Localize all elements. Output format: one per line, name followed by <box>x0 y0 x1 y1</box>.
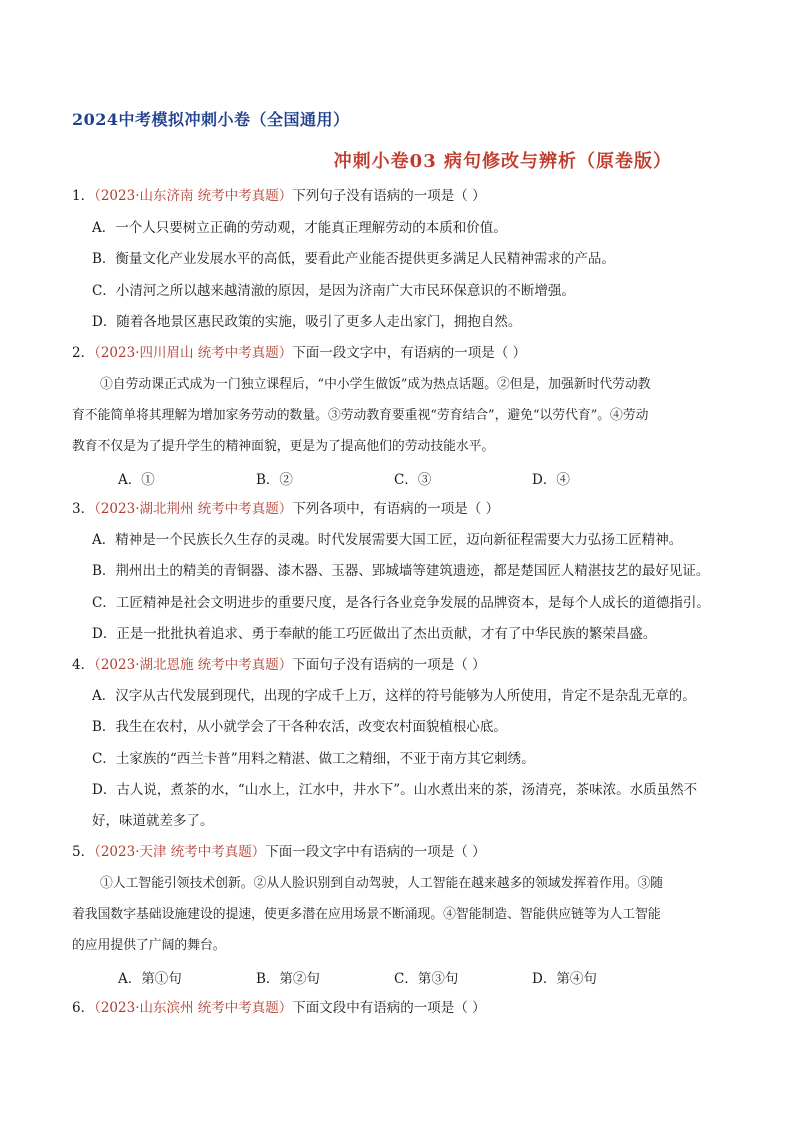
question-number: 5． <box>72 844 95 860</box>
question-number: 1． <box>72 188 95 204</box>
question-4 <box>72 656 486 674</box>
question-number: 4． <box>72 657 95 673</box>
paragraph-line: ①自劳动课正式成为一门独立课程后，“中小学生做饭”成为热点话题。②但是，加强新时代劳动教 <box>100 377 651 392</box>
question-6 <box>72 999 486 1017</box>
paragraph-line: 的应用提供了广阔的舞台。 <box>72 938 226 953</box>
choice-a: A．① <box>118 472 155 488</box>
option-a: A．精神是一个民族长久生存的灵魂。时代发展需要大国工匠，迈向新征程需要大力弘扬工匠精神。 <box>92 532 683 548</box>
question-number: 3． <box>72 501 95 517</box>
question-stem: 下列各项中，有语病的一项是（ ） <box>292 501 500 517</box>
paragraph-line: 教育不仅是为了提升学生的精神面貌，更是为了提高他们的劳动技能水平。 <box>72 439 495 454</box>
option-c: C．小清河之所以越来越清澈的原因，是因为济南广大市民环保意识的不断增强。 <box>92 283 575 299</box>
option-b: B．荆州出土的精美的青铜器、漆木器、玉器、郢城墙等建筑遗迹，都是楚国匠人精湛技艺的最好见证。 <box>92 563 710 579</box>
option-c: C．工匠精神是社会文明进步的重要尺度，是各行各业竞争发展的品牌资本，是每个人成长的道德指引。 <box>92 595 710 611</box>
question-3 <box>72 500 499 518</box>
choice-row <box>118 468 670 488</box>
question-stem: 下面一段文字中有语病的一项是（ ） <box>265 844 486 860</box>
question-source: （2023·湖北恩施 统考中考真题） <box>94 657 293 673</box>
choice-d: D．第④句 <box>532 971 597 987</box>
option-b: B．我生在农村，从小就学会了干各种农活，改变农村面貌植根心底。 <box>92 719 507 735</box>
question-stem: 下面一段文字中，有语病的一项是（ ） <box>292 345 527 361</box>
option-d: D．古人说，煮茶的水，“山水上，江水中，井水下”。山水煮出来的茶，汤清亮，茶味浓。水质虽然不 <box>92 782 698 798</box>
option-d: D．随着各地景区惠民政策的实施，吸引了更多人走出家门，拥抱自然。 <box>92 314 522 330</box>
option-a: A．汉字从古代发展到现代，出现的字成千上万，这样的符号能够为人所使用，肯定不是杂乱无章的。 <box>92 688 696 704</box>
question-stem: 下列句子没有语病的一项是（ ） <box>292 188 486 204</box>
question-source: （2023·四川眉山 统考中考真题） <box>94 345 293 361</box>
paragraph-line: 育不能简单将其理解为增加家务劳动的数量。③劳动教育要重视“劳育结合”，避免“以劳代育”。④劳动 <box>72 408 649 423</box>
choice-c: C．③ <box>394 472 432 488</box>
question-stem: 下面文段中有语病的一项是（ ） <box>292 1000 486 1016</box>
question-source: （2023·天津 统考中考真题） <box>94 844 266 860</box>
question-paragraph <box>72 868 710 961</box>
question-5 <box>72 843 486 861</box>
option-c: C．土家族的“西兰卡普”用料之精湛、做工之精细，不亚于南方其它刺绣。 <box>92 751 535 767</box>
question-source: （2023·山东滨州 统考中考真题） <box>94 1000 293 1016</box>
question-2 <box>72 344 526 362</box>
question-number: 2． <box>72 345 95 361</box>
question-source: （2023·湖北荆州 统考中考真题） <box>94 501 293 517</box>
question-1 <box>72 187 486 205</box>
question-paragraph <box>72 369 710 462</box>
series-title: 2024中考模拟冲刺小卷（全国通用） <box>72 110 350 129</box>
paragraph-line: ①人工智能引领技术创新。②从人脸识别到自动驾驶，人工智能在越来越多的领域发挥着作用。③随 <box>100 876 664 891</box>
paragraph-line: 着我国数字基础设施建设的提速，使更多潜在应用场景不断涌现。④智能制造、智能供应链等为人工智能 <box>72 907 661 922</box>
choice-b: B．② <box>256 472 293 488</box>
option-d-continued: 好，味道就差多了。 <box>92 813 214 829</box>
choice-a: A．第①句 <box>118 971 182 987</box>
choice-row <box>118 967 670 987</box>
choice-d: D．④ <box>532 472 570 488</box>
paper-title: 冲刺小卷03 病句修改与辨析（原卷版） <box>333 151 672 172</box>
question-source: （2023·山东济南 统考中考真题） <box>94 188 293 204</box>
question-number: 6． <box>72 1000 95 1016</box>
question-stem: 下面句子没有语病的一项是（ ） <box>292 657 486 673</box>
option-d: D．正是一批批执着追求、勇于奉献的能工巧匠做出了杰出贡献，才有了中华民族的繁荣昌盛。 <box>92 626 657 642</box>
option-b: B．衡量文化产业发展水平的高低，要看此产业能否提供更多满足人民精神需求的产品。 <box>92 251 615 267</box>
choice-c: C．第③句 <box>394 971 459 987</box>
option-a: A．一个人只要树立正确的劳动观，才能真正理解劳动的本质和价值。 <box>92 220 507 236</box>
choice-b: B．第②句 <box>256 971 320 987</box>
